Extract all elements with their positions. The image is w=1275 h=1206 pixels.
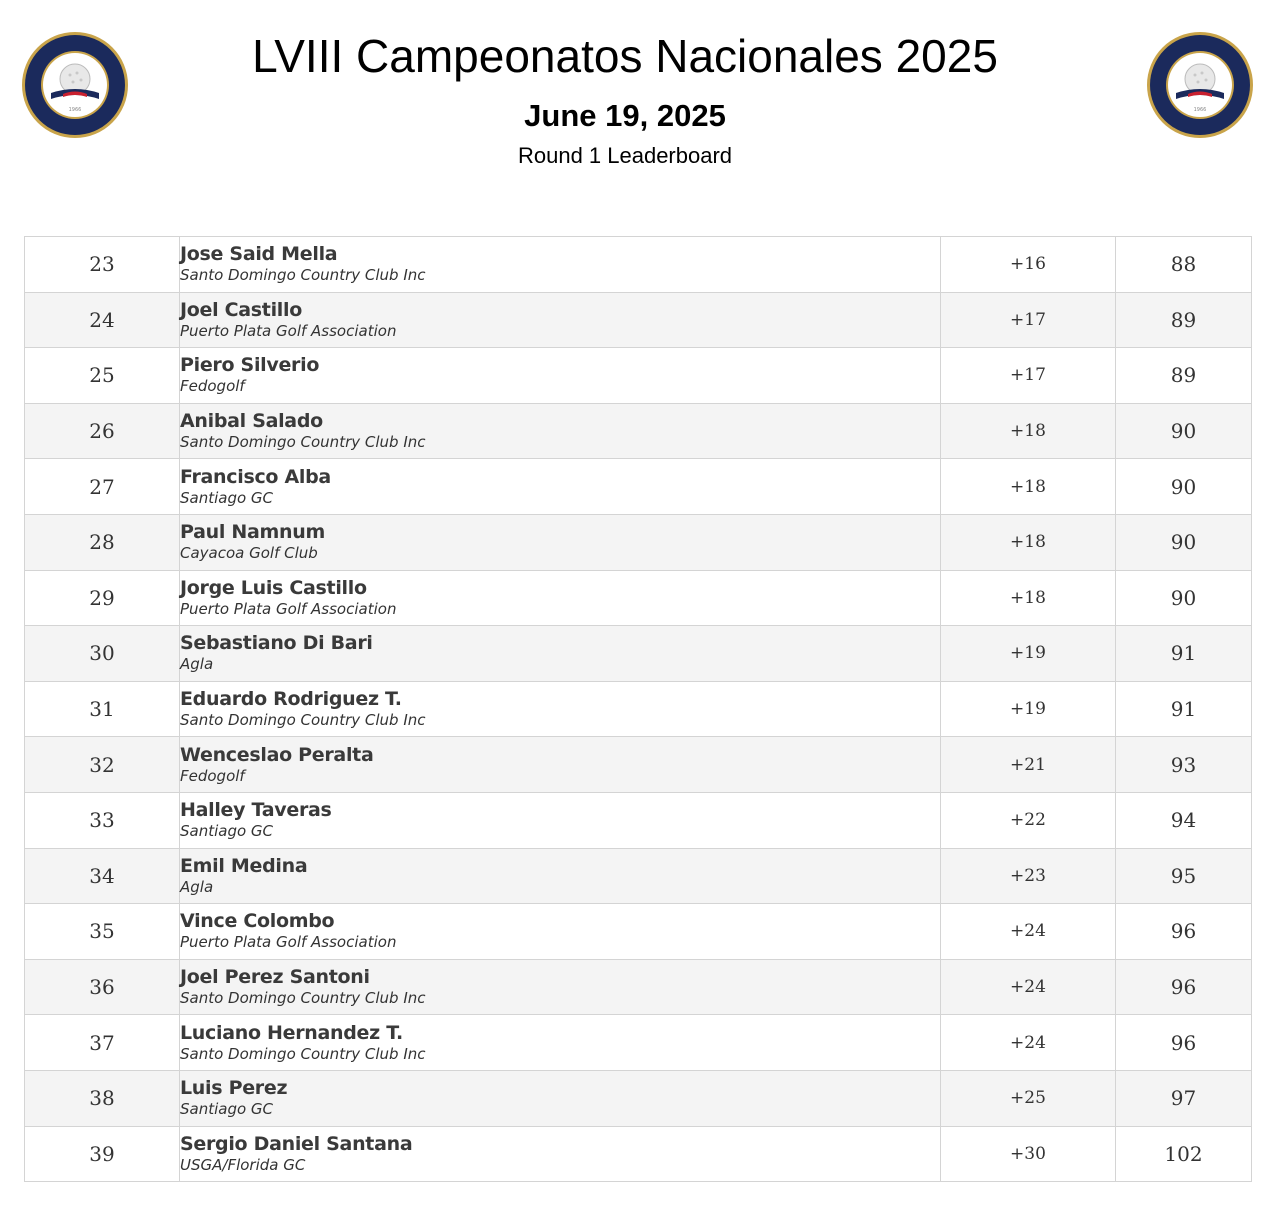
player-cell — [180, 237, 941, 293]
page-header — [0, 0, 1275, 200]
to-par-cell: +16 — [941, 237, 1116, 293]
position-cell: 27 — [25, 459, 180, 515]
player-cell — [180, 792, 941, 848]
table-row — [25, 403, 1252, 459]
fedogolf-seal-icon — [1146, 31, 1254, 139]
player-cell — [180, 514, 941, 570]
to-par-cell: +25 — [941, 1070, 1116, 1126]
player-cell — [180, 737, 941, 793]
to-par-cell: +30 — [941, 1126, 1116, 1182]
player-name: Paul Namnum — [180, 521, 325, 544]
total-score-cell: 88 — [1116, 237, 1252, 293]
total-score-cell: 90 — [1116, 403, 1252, 459]
player-club: Fedogolf — [180, 377, 245, 396]
player-name: Francisco Alba — [180, 465, 331, 488]
table-row — [25, 1015, 1252, 1071]
player-cell — [180, 1070, 941, 1126]
player-name: Anibal Salado — [180, 410, 323, 433]
player-club: USGA/Florida GC — [180, 1155, 306, 1174]
to-par-cell: +21 — [941, 737, 1116, 793]
total-score-cell: 96 — [1116, 959, 1252, 1015]
position-cell: 26 — [25, 403, 180, 459]
to-par-cell: +22 — [941, 792, 1116, 848]
page-subtitle: Round 1 Leaderboard — [517, 143, 733, 168]
position-cell: 33 — [25, 792, 180, 848]
total-score-cell: 90 — [1116, 459, 1252, 515]
position-cell: 37 — [25, 1015, 180, 1071]
table-row — [25, 848, 1252, 904]
position-cell: 38 — [25, 1070, 180, 1126]
position-cell: 28 — [25, 514, 180, 570]
leaderboard-table — [24, 236, 1252, 1182]
total-score-cell: 89 — [1116, 292, 1252, 348]
total-score-cell: 96 — [1116, 1015, 1252, 1071]
player-club: Santo Domingo Country Club Inc — [180, 989, 426, 1008]
player-cell — [180, 403, 941, 459]
svg-text:1966: 1966 — [68, 107, 82, 113]
table-row — [25, 514, 1252, 570]
player-cell — [180, 348, 941, 404]
player-cell — [180, 459, 941, 515]
table-row — [25, 904, 1252, 960]
total-score-cell: 93 — [1116, 737, 1252, 793]
position-cell: 31 — [25, 681, 180, 737]
to-par-cell: +18 — [941, 459, 1116, 515]
position-cell: 29 — [25, 570, 180, 626]
player-name: Luis Perez — [180, 1077, 288, 1100]
player-name: Jose Said Mella — [180, 243, 338, 266]
table-row — [25, 737, 1252, 793]
total-score-cell: 94 — [1116, 792, 1252, 848]
player-name: Luciano Hernandez T. — [180, 1021, 403, 1044]
player-cell — [180, 1126, 941, 1182]
to-par-cell: +24 — [941, 1015, 1116, 1071]
table-row — [25, 459, 1252, 515]
page-title: LVIII Campeonatos Nacionales 2025 — [252, 30, 998, 82]
leaderboard-body — [25, 237, 1252, 1182]
player-club: Santiago GC — [180, 822, 274, 841]
to-par-cell: +18 — [941, 570, 1116, 626]
player-club: Santiago GC — [180, 1100, 274, 1119]
to-par-cell: +19 — [941, 626, 1116, 682]
player-name: Wenceslao Peralta — [180, 743, 374, 766]
position-cell: 32 — [25, 737, 180, 793]
position-cell: 35 — [25, 904, 180, 960]
player-club: Santo Domingo Country Club Inc — [180, 1044, 426, 1063]
player-club: Cayacoa Golf Club — [180, 544, 318, 563]
player-name: Joel Perez Santoni — [180, 966, 370, 989]
player-name: Jorge Luis Castillo — [180, 576, 367, 599]
total-score-cell: 91 — [1116, 681, 1252, 737]
player-club: Puerto Plata Golf Association — [180, 321, 397, 340]
table-row — [25, 792, 1252, 848]
table-row — [25, 348, 1252, 404]
position-cell: 23 — [25, 237, 180, 293]
player-club: Fedogolf — [180, 766, 245, 785]
player-name: Sebastiano Di Bari — [180, 632, 373, 655]
player-club: Puerto Plata Golf Association — [180, 933, 397, 952]
to-par-cell: +24 — [941, 959, 1116, 1015]
table-row — [25, 570, 1252, 626]
position-cell: 36 — [25, 959, 180, 1015]
player-name: Halley Taveras — [180, 799, 332, 822]
to-par-cell: +19 — [941, 681, 1116, 737]
position-cell: 30 — [25, 626, 180, 682]
to-par-cell: +24 — [941, 904, 1116, 960]
player-club: Santo Domingo Country Club Inc — [180, 433, 426, 452]
table-row — [25, 959, 1252, 1015]
player-club: Santo Domingo Country Club Inc — [180, 711, 426, 730]
event-date: June 19, 2025 — [524, 98, 726, 133]
player-name: Emil Medina — [180, 854, 308, 877]
player-name: Sergio Daniel Santana — [180, 1132, 413, 1155]
table-row — [25, 681, 1252, 737]
total-score-cell: 90 — [1116, 570, 1252, 626]
to-par-cell: +17 — [941, 348, 1116, 404]
table-row — [25, 292, 1252, 348]
total-score-cell: 90 — [1116, 514, 1252, 570]
to-par-cell: +18 — [941, 514, 1116, 570]
position-cell: 25 — [25, 348, 180, 404]
player-cell — [180, 570, 941, 626]
to-par-cell: +17 — [941, 292, 1116, 348]
player-cell — [180, 681, 941, 737]
total-score-cell: 96 — [1116, 904, 1252, 960]
table-row — [25, 626, 1252, 682]
player-name: Eduardo Rodriguez T. — [180, 688, 402, 711]
total-score-cell: 95 — [1116, 848, 1252, 904]
to-par-cell: +18 — [941, 403, 1116, 459]
player-club: Agla — [180, 655, 214, 674]
player-cell — [180, 292, 941, 348]
player-cell — [180, 959, 941, 1015]
total-score-cell: 89 — [1116, 348, 1252, 404]
total-score-cell: 91 — [1116, 626, 1252, 682]
table-row — [25, 1070, 1252, 1126]
table-row — [25, 1126, 1252, 1182]
table-row — [25, 237, 1252, 293]
player-cell — [180, 1015, 941, 1071]
svg-text:1966: 1966 — [1193, 107, 1207, 113]
position-cell: 34 — [25, 848, 180, 904]
player-cell — [180, 848, 941, 904]
to-par-cell: +23 — [941, 848, 1116, 904]
player-club: Santo Domingo Country Club Inc — [180, 266, 426, 285]
position-cell: 39 — [25, 1126, 180, 1182]
player-name: Vince Colombo — [180, 910, 335, 933]
player-cell — [180, 626, 941, 682]
player-name: Piero Silverio — [180, 354, 320, 377]
player-club: Puerto Plata Golf Association — [180, 599, 397, 618]
total-score-cell: 97 — [1116, 1070, 1252, 1126]
total-score-cell: 102 — [1116, 1126, 1252, 1182]
player-club: Santiago GC — [180, 488, 274, 507]
player-cell — [180, 904, 941, 960]
position-cell: 24 — [25, 292, 180, 348]
player-club: Agla — [180, 877, 214, 896]
player-name: Joel Castillo — [180, 298, 302, 321]
